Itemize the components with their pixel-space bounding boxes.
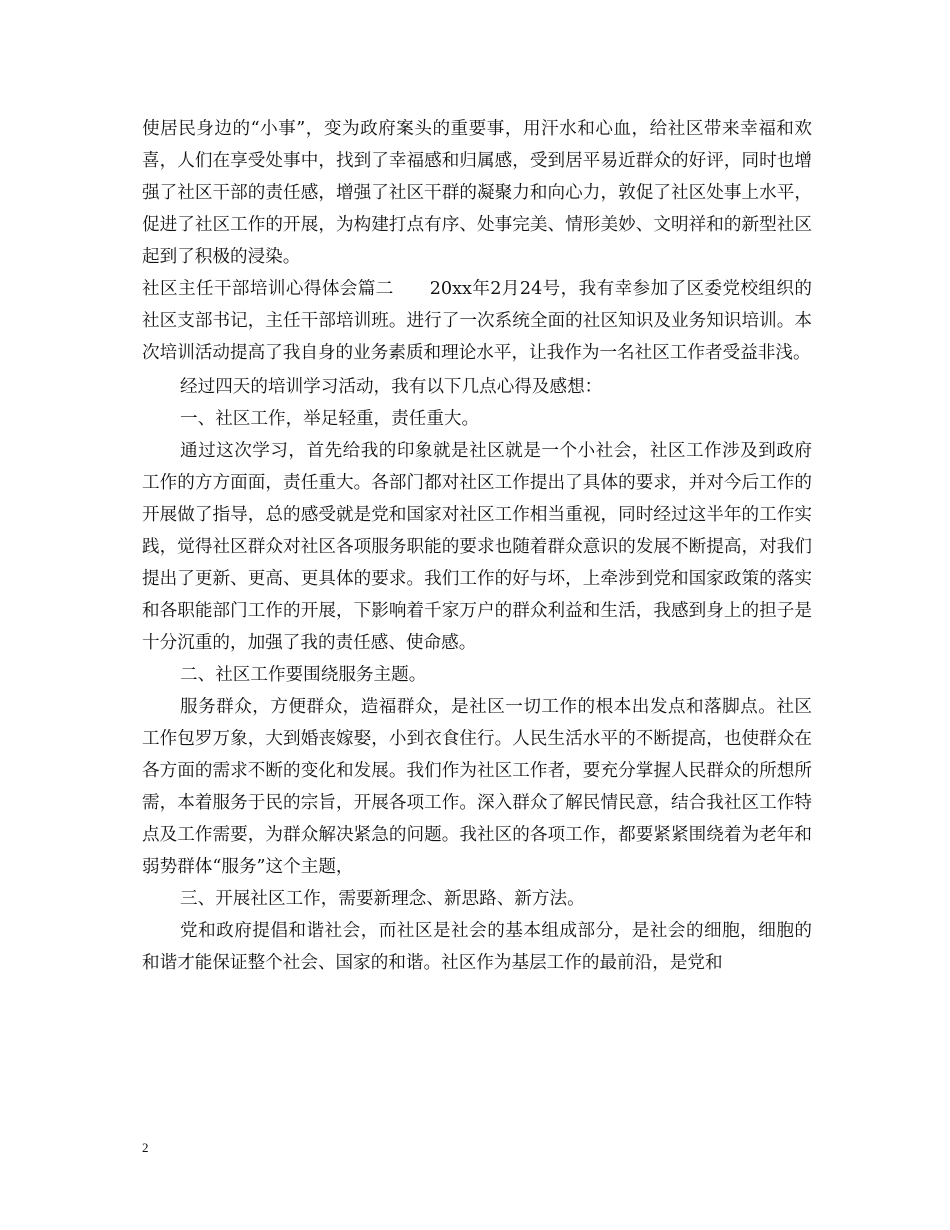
paragraph-article-two-opening: 社区主任干部培训心得体会篇二 20xx年2月24号，我有幸参加了区委党校组织的社区支部书记，主任干部培训班。进行了一次系统全面的社区知识及业务知识培训。本次培训活动提高了我自身的业务素质和理论水平，让我作为一名社区工作者受益非浅。 <box>142 279 812 363</box>
section-heading-three: 三、开展社区工作，需要新理念、新思路、新方法。 <box>180 889 585 909</box>
page-number: 2 <box>142 1140 149 1155</box>
paragraph-section-one: 通过这次学习，首先给我的印象就是社区就是一个小社会，社区工作涉及到政府工作的方方面面，责任重大。各部门都对社区工作提出了具体的要求，并对今后工作的开展做了指导，总的感受就是党和国家对社区工作相当重视，同时经过这半年的工作实践，觉得社区群众对社区各项服务职能的要求也随着群众意识的发展不断提高，对我们提出了更新、更高、更具体的要求。我们工作的好与坏，上牵涉到党和国家政策的落实和各职能部门工作的开展，下影响着千家万户的群众利益和生活，我感到身上的担子是十分沉重的，加强了我的责任感、使命感。 <box>142 441 812 653</box>
paragraph-section-two: 服务群众，方便群众，造福群众，是社区一切工作的根本出发点和落脚点。社区工作包罗万象，大到婚丧嫁娶，小到衣食住行。人民生活水平的不断提高，也使群众在各方面的需求不断的变化和发展。我们作为社区工作者，要充分掌握人民群众的所想所需，本着服务于民的宗旨，开展各项工作。深入群众了解民情民意，结合我社区工作特点及工作需要，为群众解决紧急的问题。我社区的各项工作，都要紧紧围绕着为老年和弱势群体“服务”这个主题， <box>142 697 812 877</box>
paragraph-intro-continuation: 使居民身边的“小事”，变为政府案头的重要事，用汗水和心血，给社区带来幸福和欢喜，人们在享受处事中，找到了幸福感和归属感，受到居平易近群众的好评，同时也增强了社区干部的责任感，增强了社区干群的凝聚力和向心力，敦促了社区处事上水平，促进了社区工作的开展，为构建打点有序、处事完美、情形美妙、文明祥和的新型社区起到了积极的浸染。 <box>142 119 812 267</box>
paragraph-summary-lead: 经过四天的培训学习活动，我有以下几点心得及感想： <box>180 377 603 397</box>
section-heading-two: 二、社区工作要围绕服务主题。 <box>180 665 427 685</box>
section-heading-one: 一、社区工作，举足轻重，责任重大。 <box>180 409 480 429</box>
paragraph-section-three: 党和政府提倡和谐社会，而社区是社会的基本组成部分，是社会的细胞，细胞的和谐才能保证整个社会、国家的和谐。社区作为基层工作的最前沿，是党和 <box>142 921 812 973</box>
document-body <box>142 113 812 979</box>
